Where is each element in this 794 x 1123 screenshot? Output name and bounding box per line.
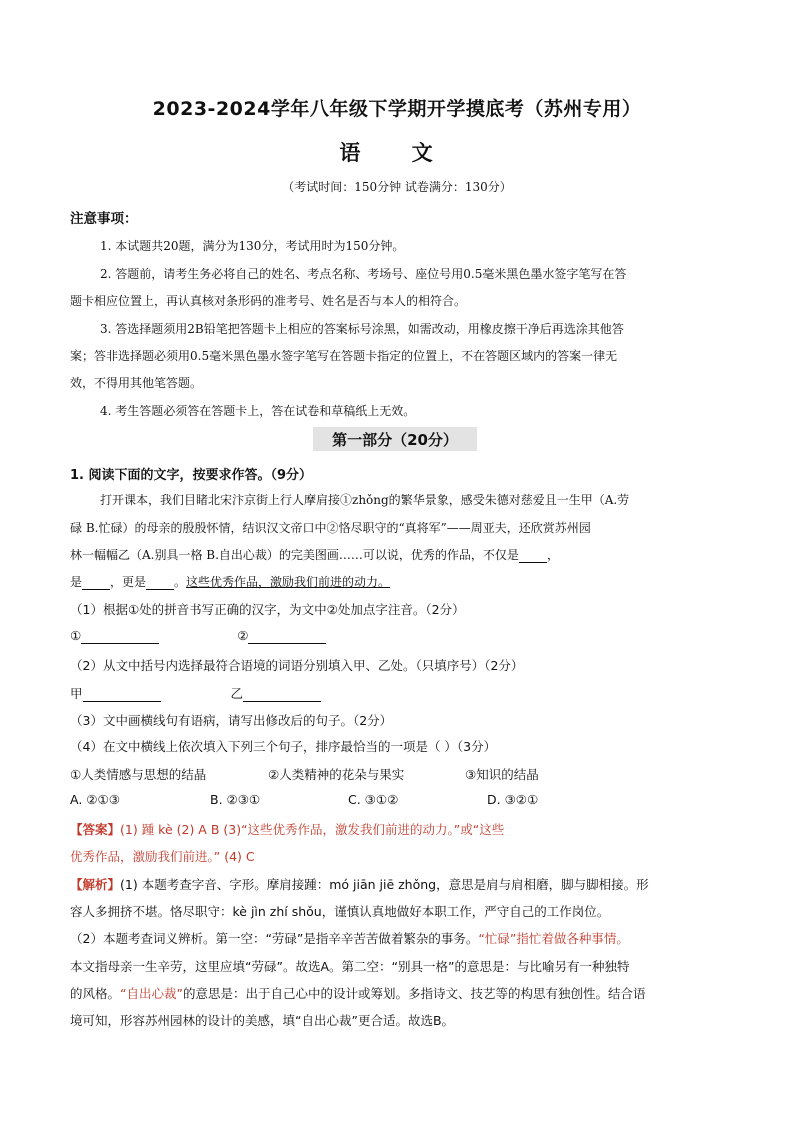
note-item-4: 4. 考生答题必须答在答题卡上，答在试卷和草稿纸上无效。 [100, 404, 416, 418]
option-c[interactable]: C. ③①② [348, 792, 399, 807]
sub-question-3: （3）文中画横线句有语病，请写出修改后的句子。（2分） [70, 713, 393, 728]
option-a[interactable]: A. ②①③ [70, 792, 120, 807]
analysis-text-5b: “自出心裁” [120, 986, 183, 1001]
sub-question-1: （1）根据①处的拼音书写正确的汉字，为文中②处加点字注音。（2分） [70, 602, 465, 617]
answer-label-yi: 乙 [230, 686, 244, 701]
passage-line-4-b: ，更是 [110, 575, 147, 589]
analysis-text-3b: “忙碌”指忙着做各种事情。 [478, 931, 629, 946]
option-b[interactable]: B. ②③① [210, 792, 261, 807]
answer-label-jia: 甲 [70, 686, 83, 701]
passage-line-3-text: 林一幅幅乙（A.别具一格 B.自出心裁）的完美图画……可以说，优秀的作品，不仅是 [70, 548, 519, 562]
sentence-2: ②人类精神的花朵与果实 [268, 767, 405, 782]
analysis-line-6: 境可知，形容苏州园林的设计的美感，填“自出心裁”更合适。故选B。 [70, 1013, 455, 1028]
passage-line-3 [70, 546, 559, 563]
question-1-heading: 1. 阅读下面的文字，按要求作答。（9分） [70, 468, 313, 483]
sentence-1: ①人类情感与思想的结晶 [70, 767, 207, 782]
note-item-2b: 题卡相应位置上，再认真核对条形码的准考号、姓名是否与本人的相符合。 [70, 294, 467, 308]
passage-line-3-end: ， [546, 548, 559, 562]
analysis-text-3a: （2）本题考查词义辨析。第一空：“劳碌”是指辛辛苦苦做着繁杂的事务。 [70, 931, 479, 946]
note-item-2a: 2. 答题前，请考生务必将自己的姓名、考点名称、考场号、座位号用0.5毫米黑色墨水签字笔写在答 [100, 267, 627, 281]
section-title: 第一部分（20分） [332, 431, 458, 449]
passage-line-4-a: 是 [70, 575, 83, 589]
analysis-line-4: 本文指母亲一生辛劳，这里应填“劳碌”。故选A。第二空：“别具一格”的意思是：与比喻另有一种独特 [70, 959, 630, 974]
analysis-text-5c: 的意思是：出于自己心中的设计或筹划。多指诗文、技艺等的构思有独创性。结合语 [182, 986, 646, 1001]
option-d[interactable]: D. ③②① [487, 792, 539, 807]
sub-question-4: （4）在文中横线上依次填入下列三个句子，排序最恰当的一项是（ ）（3分） [70, 739, 497, 754]
answer-blank-2[interactable] [248, 628, 326, 644]
analysis-line-1 [70, 875, 649, 893]
notes-heading: 注意事项： [70, 211, 138, 227]
blank-2[interactable] [82, 575, 110, 590]
analysis-line-5 [70, 984, 645, 1002]
subject-title: 语 文 [339, 141, 455, 165]
answer-text-1: (1) 踵 kè (2) A B (3)“这些优秀作品，激发我们前进的动力。”或“这些 [120, 822, 505, 837]
answer-blank-jia[interactable] [83, 686, 161, 702]
answer-line-2: 优秀作品，激励我们前进。” (4) C [70, 849, 255, 864]
note-item-3c: 效，不得用其他笔答题。 [70, 376, 203, 390]
sub-question-2-answers [70, 684, 321, 702]
exam-time-info: （考试时间：150分钟 试卷满分：130分） [282, 180, 512, 194]
answer-tag: 【答案】 [70, 822, 121, 837]
answer-blank-1[interactable] [81, 628, 159, 644]
answer-label-1: ① [70, 628, 82, 643]
sentence-3: ③知识的结晶 [465, 767, 539, 782]
passage-line-2: 碌 B.忙碌）的母亲的殷殷怀情，结识汉文帝口中②恪尽职守的“真将军”——周亚夫，还欣赏苏州园 [70, 521, 591, 535]
note-item-3a: 3. 答选择题须用2B铅笔把答题卡上相应的答案标号涂黑，如需改动，用橡皮擦干净后再选涂其他答 [100, 322, 624, 336]
underlined-sentence: 这些优秀作品，激励我们前进的动力。 [186, 575, 391, 589]
analysis-tag: 【解析】 [70, 877, 121, 892]
sub-question-2: （2）从文中括号内选择最符合语境的词语分别填入甲、乙处。（只填序号）（2分） [70, 658, 524, 673]
passage-line-4 [70, 573, 390, 590]
passage-line-1: 打开课本，我们目睹北宋汴京街上行人摩肩接①zhǒng的繁华景象，感受朱德对慈爱且一生甲（A.劳 [100, 493, 630, 507]
analysis-line-2: 容人多拥挤不堪。恪尽职守：kè jìn zhí shǒu，谨慎认真地做好本职工作，严守自己的工作岗位。 [70, 904, 610, 919]
sub-question-1-answers [70, 628, 326, 644]
analysis-text-5a: 的风格。 [70, 986, 121, 1001]
answer-line-1 [70, 820, 504, 838]
blank-3[interactable] [146, 575, 174, 590]
note-item-1: 1. 本试题共20题，满分为130分，考试用时为150分钟。 [100, 239, 405, 253]
note-item-3b: 案；答非选择题必须用0.5毫米黑色墨水签字笔写在答题卡指定的位置上，不在答题区域内的答案一律无 [70, 349, 618, 363]
blank-1[interactable] [519, 548, 547, 563]
analysis-line-3 [70, 929, 629, 947]
exam-title: 2023-2024学年八年级下学期开学摸底考（苏州专用） [152, 98, 642, 120]
passage-line-4-c: 。 [174, 575, 187, 589]
answer-label-2: ② [237, 628, 249, 643]
answer-blank-yi[interactable] [243, 686, 321, 702]
analysis-text-1: (1) 本题考查字音、字形。摩肩接踵：mó jiān jiē zhǒng，意思是肩与肩相磨，脚与脚相接。形 [120, 877, 649, 892]
